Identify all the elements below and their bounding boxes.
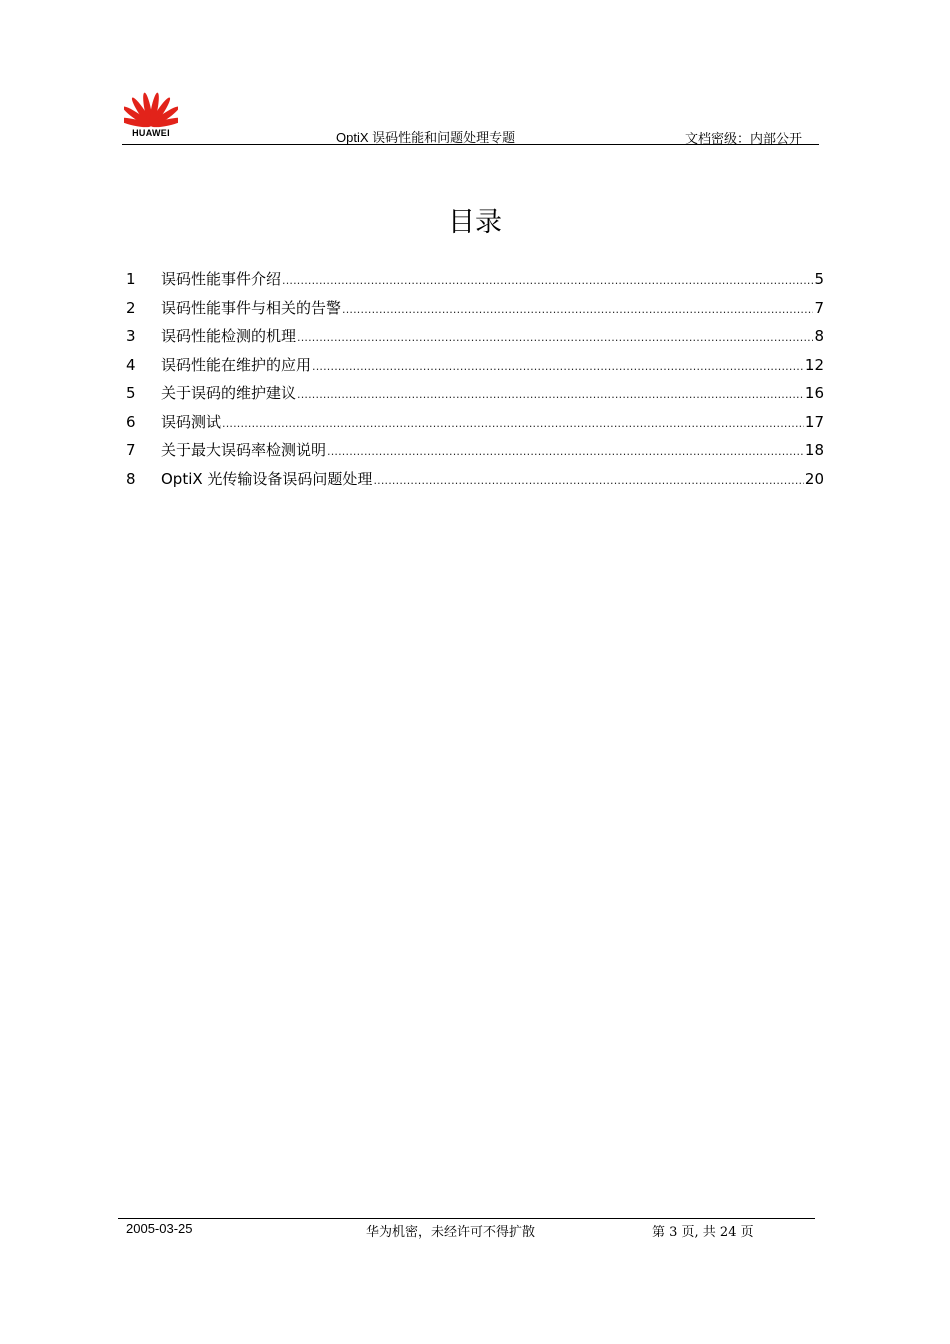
header-classification: 文档密级：内部公开 <box>685 132 803 147</box>
toc-entry-page: 8 <box>814 327 824 345</box>
toc-entry-page: 17 <box>804 412 824 431</box>
header-document-title: OptiX 误码性能和问题处理专题 <box>336 130 516 145</box>
toc-leader-dots <box>327 445 804 458</box>
toc-leader-dots <box>342 303 813 316</box>
toc-entry-label: 关于误码的维护建议 <box>161 384 297 402</box>
toc-entry-number: 8 <box>126 469 136 488</box>
toc-entry-number: 5 <box>126 384 136 402</box>
toc-leader-dots <box>312 360 804 373</box>
footer-date: 2005-03-25 <box>126 1221 193 1236</box>
toc-entry-page: 20 <box>804 469 824 488</box>
toc-entry-number: 2 <box>126 298 136 317</box>
toc-entry[interactable] <box>126 325 824 354</box>
toc-title: 目录 <box>448 207 502 238</box>
toc-entry-number: 4 <box>126 355 136 374</box>
toc-leader-dots <box>297 388 804 401</box>
toc-entry-number: 3 <box>126 327 136 345</box>
header-divider <box>122 144 819 145</box>
toc-entry-page: 12 <box>804 355 824 374</box>
toc-entry-page: 18 <box>804 441 824 459</box>
toc-entry-label: 误码性能在维护的应用 <box>161 355 312 374</box>
huawei-logo <box>124 88 178 140</box>
toc-entry[interactable] <box>126 297 824 326</box>
toc-entry[interactable] <box>126 439 824 468</box>
toc-entry-label: OptiX 光传输设备误码问题处理 <box>161 469 373 488</box>
toc-entry-number: 7 <box>126 441 136 459</box>
toc-leader-dots <box>373 474 803 487</box>
footer-page-info: 第 3 页, 共 24 页 <box>652 1225 754 1240</box>
toc-entry-page: 16 <box>804 384 824 402</box>
footer-divider <box>118 1218 815 1219</box>
toc-entry-page: 7 <box>814 298 824 317</box>
toc-entry-label: 误码性能检测的机理 <box>161 327 297 345</box>
toc-entry[interactable] <box>126 268 824 297</box>
toc-entry-label: 误码测试 <box>161 412 222 431</box>
footer-confidential-notice: 华为机密，未经许可不得扩散 <box>366 1225 536 1240</box>
huawei-flower-icon <box>124 88 178 128</box>
toc-entry[interactable] <box>126 468 824 497</box>
toc-entry[interactable] <box>126 382 824 411</box>
toc-entry-label: 关于最大误码率检测说明 <box>161 441 327 459</box>
toc-entry-label: 误码性能事件与相关的告警 <box>161 298 342 317</box>
toc-leader-dots <box>282 274 813 287</box>
table-of-contents <box>126 268 824 496</box>
toc-entry-label: 误码性能事件介绍 <box>161 270 282 288</box>
toc-entry[interactable] <box>126 411 824 440</box>
toc-entry-number: 1 <box>126 270 136 288</box>
toc-leader-dots <box>297 331 813 344</box>
toc-leader-dots <box>222 417 804 430</box>
toc-entry-page: 5 <box>814 270 824 288</box>
toc-entry-number: 6 <box>126 412 136 431</box>
logo-text: HUAWEI <box>132 128 170 138</box>
toc-entry[interactable] <box>126 354 824 383</box>
